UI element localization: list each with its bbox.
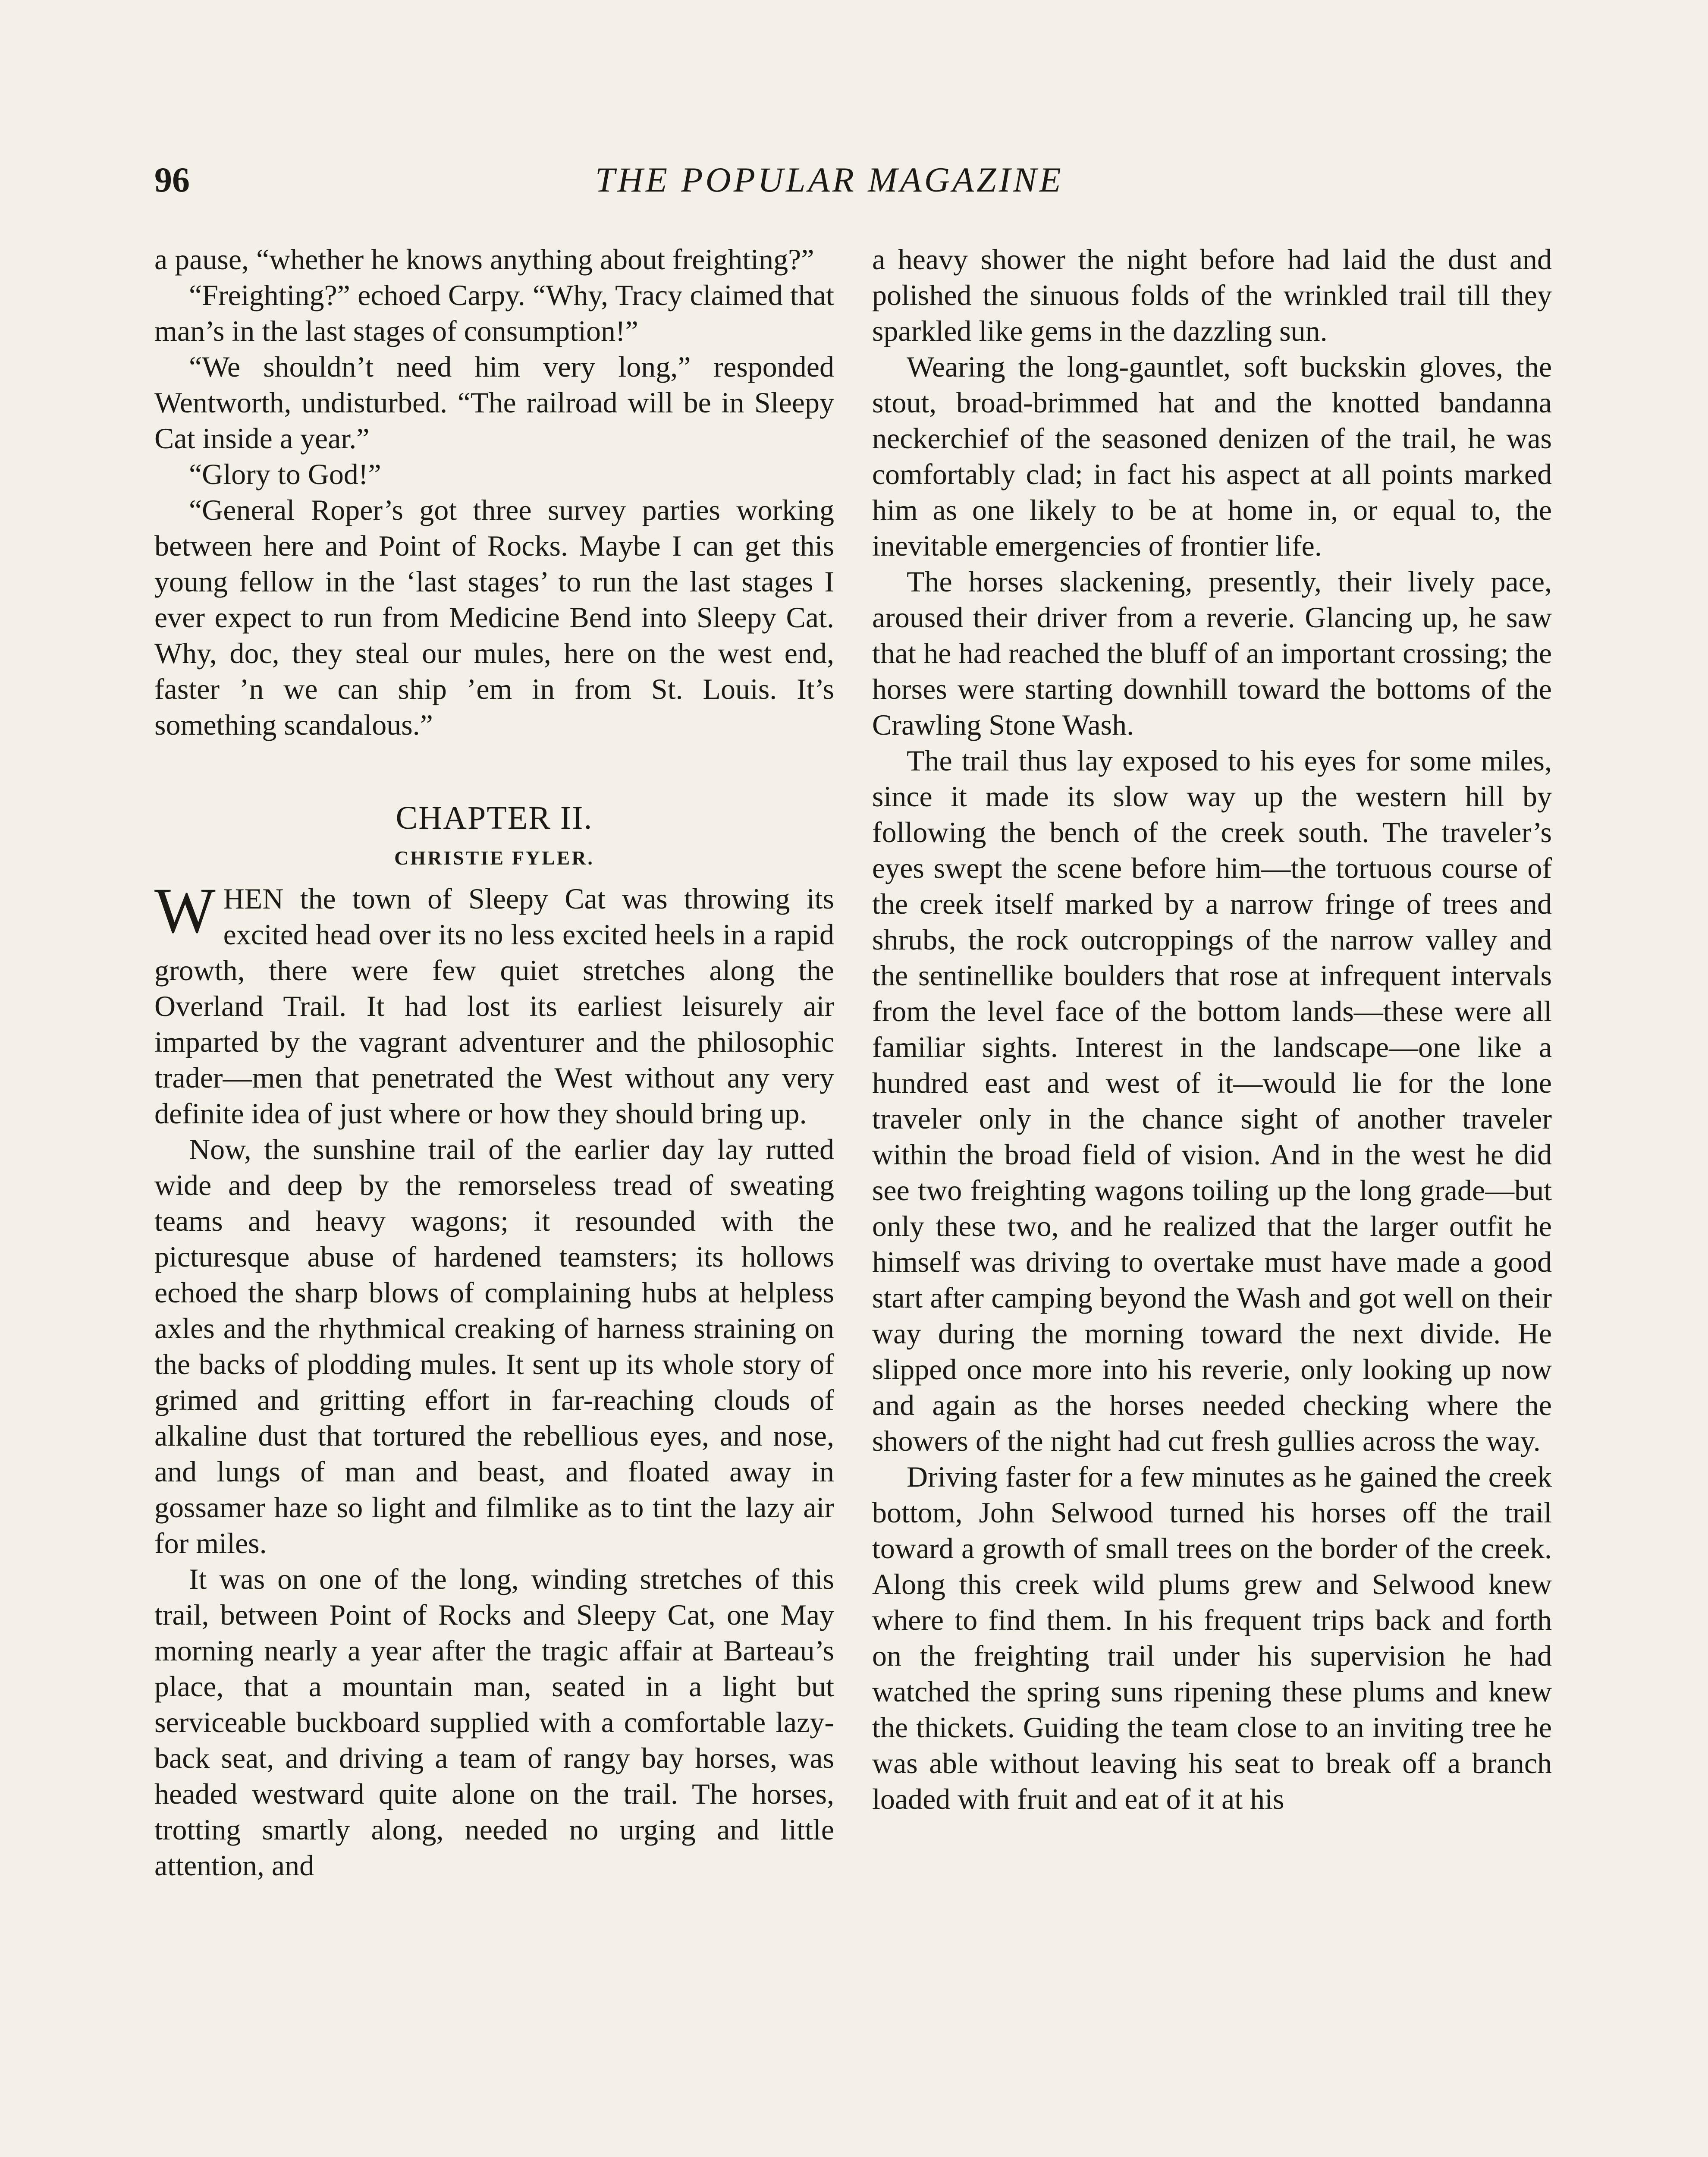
paragraph: It was on one of the long, winding stretches of this trail, between Point of Rocks and Sleepy Cat, one May morning nearly a year after the tragic affair at Barteau’s place, that a mountain man, seated in a light but serviceable buckboard supplied with a comfortable lazy-back seat, and driving a team of rangy bay horses, was headed westward quite alone on the trail. The horses, trotting smartly along, needed no urging and little attention, and bbox=[154, 1563, 834, 1882]
running-title: THE POPULAR MAGAZINE bbox=[595, 160, 1064, 199]
paragraph: The horses slackening, presently, their lively pace, aroused their driver from a reverie. Glancing up, he saw that he had reached the bluff of an important crossing; the horses were starting downhill toward the bottoms of the Crawling Stone Wash. bbox=[872, 565, 1552, 741]
paragraph: “General Roper’s got three survey parties working between here and Point of Rocks. Maybe I can get this young fellow in the ‘last stages’ to run the last stages I ever expect to run from Medicine Bend into Sleepy Cat. Why, doc, they steal our mules, here on the west end, faster ’n we can ship ’em in from St. Louis. It’s something scandalous.” bbox=[154, 494, 834, 741]
chapter-opening-paragraph bbox=[154, 875, 834, 1132]
paragraph: “We shouldn’t need him very long,” responded Wentworth, undisturbed. “The railroad will be in Sleepy Cat inside a year.” bbox=[154, 350, 834, 455]
paragraph: Wearing the long-gauntlet, soft buckskin gloves, the stout, broad-brimmed hat and the knotted bandanna neckerchief of the seasoned denizen of the trail, he was comfortably clad; in fact his aspect at all points marked him as one likely to be at home in, or equal to, the inevitable emergencies of frontier life. bbox=[872, 350, 1552, 562]
chapter-subtitle: CHRISTIE FYLER. bbox=[394, 847, 594, 869]
opening-text: HEN the town of Sleepy Cat was throwing its excited head over its no less excited heels in a rapid growth, there were few quiet stretches along the Overland Trail. It had lost its earliest leisurely air imparted by the vagrant adventurer and the philosophic trader—men that penetrated the West without any very definite idea of just where or how they should bring up. bbox=[154, 882, 834, 1130]
right-column bbox=[872, 242, 1552, 1817]
left-column bbox=[154, 242, 834, 1883]
paragraph: Driving faster for a few minutes as he gained the creek bottom, John Selwood turned his horses off the trail toward a growth of small trees on the border of the creek. Along this creek wild plums grew and Selwood knew where to find them. In his frequent trips back and forth on the freighting trail under his supervision he had watched the spring suns ripening these plums and knew the thickets. Guiding the team close to an inviting tree he was able without leaving his seat to break off a branch loaded with fruit and eat of it at his bbox=[872, 1460, 1552, 1815]
chapter-title: CHAPTER II. bbox=[396, 800, 593, 836]
paragraph: The trail thus lay exposed to his eyes for some miles, since it made its slow way up the western hill by following the bench of the creek south. The traveler’s eyes swept the scene before him—the tortuous course of the creek itself marked by a narrow fringe of trees and shrubs, the rock outcroppings of the narrow valley and the sentinellike boulders that rose at infrequent intervals from the level face of the bottom lands—these were all familiar sights. Interest in the landscape—one like a hundred east and west of it—would lie for the lone traveler only in the chance sight of another traveler within the broad field of vision. And in the west he did see two freighting wagons toiling up the long grade—but only these two, and he realized that the larger outfit he himself was driving to overtake must have made a good start after camping beyond the Wash and got well on their way during the morning toward the next divide. He slipped once more into his reverie, only looking up now and again as the horses needed checking where the showers of the night had cut fresh gullies across the way. bbox=[872, 744, 1552, 1457]
page-number: 96 bbox=[154, 160, 190, 199]
paragraph: “Glory to God!” bbox=[189, 458, 381, 491]
paragraph: a heavy shower the night before had laid the dust and polished the sinuous folds of the wrinkled trail till they sparkled like gems in the dazzling sun. bbox=[872, 243, 1552, 347]
paragraph: Now, the sunshine trail of the earlier day lay rutted wide and deep by the remorseless tread of sweating teams and heavy wagons; it resounded with the picturesque abuse of hardened teamsters; its hollows echoed the sharp blows of complaining hubs at helpless axles and the rhythmical creaking of harness straining on the backs of plodding mules. It sent up its whole story of grimed and gritting effort in far-reaching clouds of alkaline dust that tortured the rebellious eyes, and nose, and lungs of man and beast, and floated away in gossamer haze so light and filmlike as to tint the lazy air for miles. bbox=[154, 1133, 834, 1560]
paragraph: a pause, “whether he knows anything about freighting?” bbox=[154, 243, 814, 276]
paragraph: “Freighting?” echoed Carpy. “Why, Tracy claimed that man’s in the last stages of consumption!” bbox=[154, 279, 834, 347]
drop-cap: W bbox=[154, 875, 216, 946]
